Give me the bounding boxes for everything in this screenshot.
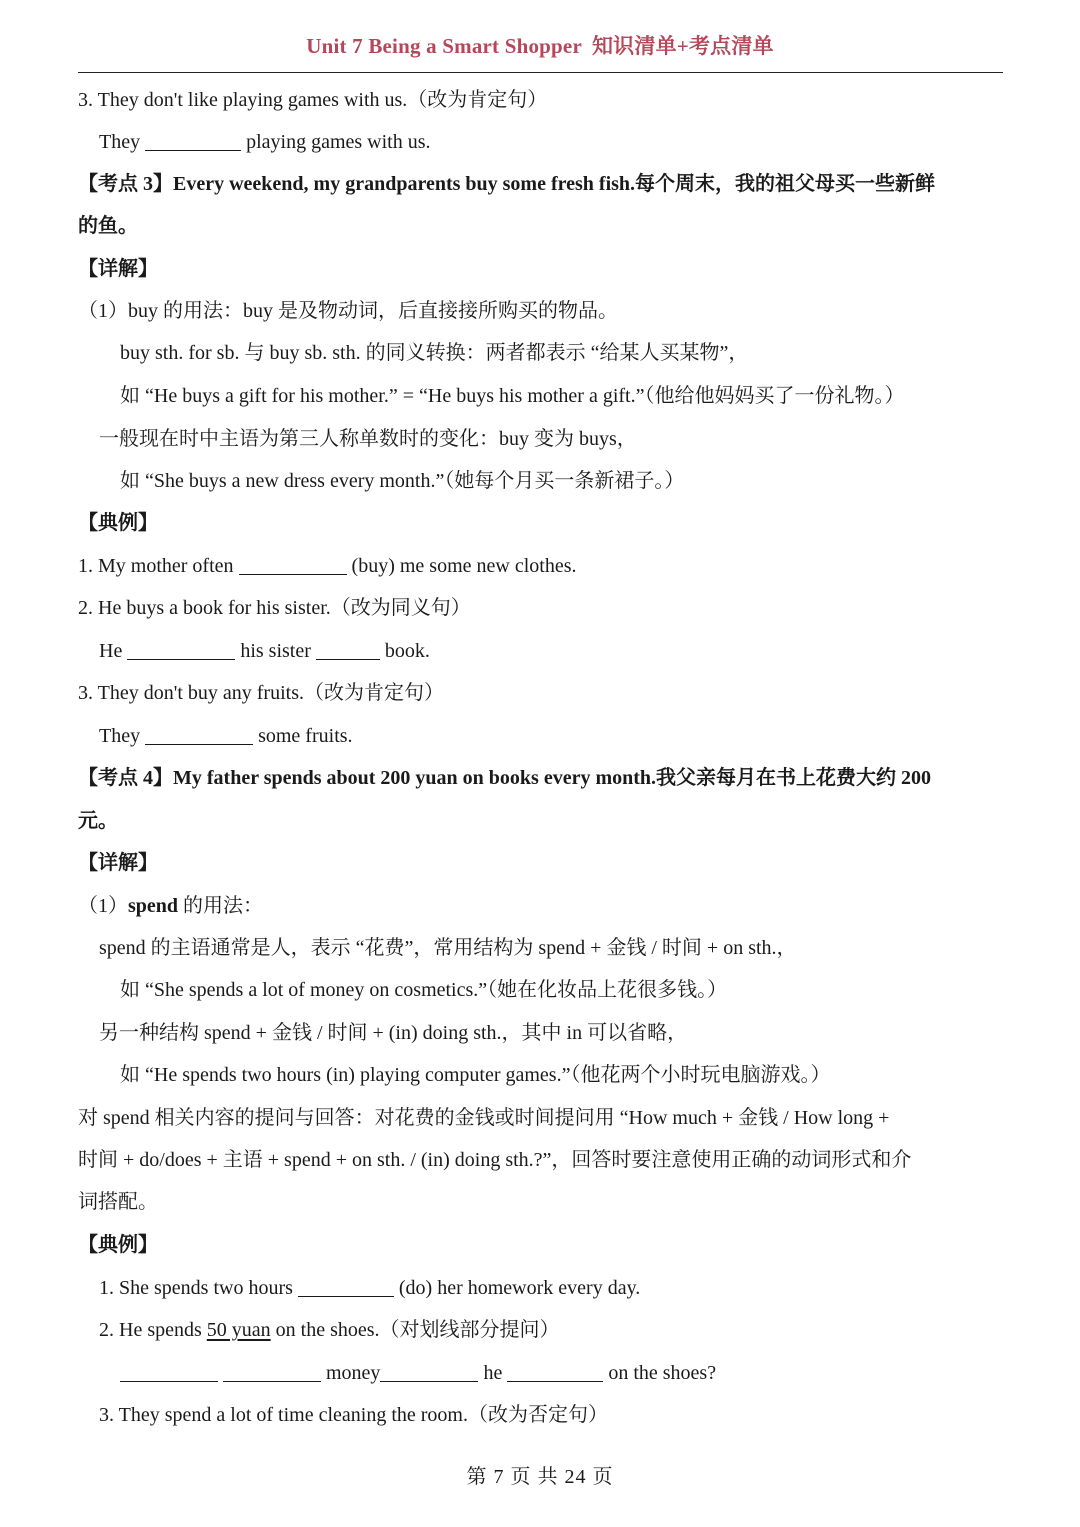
text: he xyxy=(483,1362,503,1384)
exercise-line xyxy=(99,1317,560,1343)
answer-blank[interactable] xyxy=(380,1361,478,1382)
text: on the shoes.（对划线部分提问） xyxy=(275,1319,560,1341)
explanation-line: 如 “She buys a new dress every month.”（她每个月买一条新裙子。） xyxy=(120,470,685,492)
answer-blank[interactable] xyxy=(127,639,235,660)
exercise-line xyxy=(78,553,576,579)
text: money xyxy=(326,1362,381,1384)
text: They xyxy=(99,725,141,747)
text: his sister xyxy=(240,640,311,662)
answer-blank[interactable] xyxy=(298,1276,394,1297)
page-total: 24 xyxy=(564,1466,587,1488)
exercise-line: 3. They spend a lot of time cleaning the room.（改为否定句） xyxy=(99,1404,608,1426)
text: 2. He spends xyxy=(99,1319,202,1341)
text: He xyxy=(99,640,123,662)
exercise-line xyxy=(99,1275,640,1301)
answer-blank[interactable] xyxy=(223,1361,321,1382)
text: （1） xyxy=(78,895,128,917)
explanation-line: 对 spend 相关内容的提问与回答：对花费的金钱或时间提问用 “How much + 金钱 / How long + xyxy=(78,1107,890,1129)
text: (buy) me some new clothes. xyxy=(351,555,577,577)
text: They xyxy=(99,131,141,153)
section-label-examples: 【典例】 xyxy=(78,512,158,534)
answer-blank[interactable] xyxy=(145,130,241,151)
explanation-line: spend 的主语通常是人，表示 “花费”，常用结构为 spend + 金钱 / 时间 + on sth.， xyxy=(99,937,797,959)
exercise-line xyxy=(99,129,431,155)
section-label-explanation: 【详解】 xyxy=(78,852,158,874)
answer-blank[interactable] xyxy=(507,1361,603,1382)
section-label-examples: 【典例】 xyxy=(78,1234,158,1256)
explanation-line: （1）buy 的用法：buy 是及物动词，后直接接所购买的物品。 xyxy=(78,300,618,322)
text: playing games with us. xyxy=(246,131,431,153)
answer-blank[interactable] xyxy=(145,724,253,745)
page-number: 7 xyxy=(493,1466,505,1488)
text: book. xyxy=(384,640,430,662)
exercise-line: 3. They don't buy any fruits.（改为肯定句） xyxy=(78,682,444,704)
key-point-4-heading-cont: 元。 xyxy=(78,810,118,832)
header-divider xyxy=(78,72,1003,73)
exercise-line xyxy=(99,638,430,664)
footer-text: 页 xyxy=(592,1466,614,1488)
text: on the shoes? xyxy=(608,1362,717,1384)
key-point-3-heading: 【考点 3】Every weekend, my grandparents buy some fresh fish.每个周末，我的祖父母买一些新鲜 xyxy=(78,173,936,195)
explanation-line: 如 “He buys a gift for his mother.” = “He buys his mother a gift.”（他给他妈妈买了一份礼物。） xyxy=(120,385,905,407)
answer-blank[interactable] xyxy=(316,639,380,660)
explanation-line xyxy=(78,893,263,919)
explanation-line: 词搭配。 xyxy=(78,1191,158,1213)
exercise-line xyxy=(99,723,353,749)
text: some fruits. xyxy=(258,725,353,747)
exercise-line: 2. He buys a book for his sister.（改为同义句） xyxy=(78,597,471,619)
explanation-line: 时间 + do/does + 主语 + spend + on sth. / (in) doing sth.?”，回答时要注意使用正确的动词形式和介 xyxy=(78,1149,912,1171)
header-title-cn: 知识清单 xyxy=(591,34,677,58)
key-point-3-heading-cont: 的鱼。 xyxy=(78,215,138,237)
text: (do) her homework every day. xyxy=(398,1277,641,1299)
page-footer xyxy=(0,1460,1080,1489)
explanation-line: buy sth. for sb. 与 buy sb. sth. 的同义转换：两者都表示 “给某人买某物”， xyxy=(120,342,749,364)
text: 1. She spends two hours xyxy=(99,1277,293,1299)
explanation-line: 一般现在时中主语为第三人称单数时的变化：buy 变为 buys， xyxy=(99,428,637,450)
header-title-en: Unit 7 Being a Smart Shopper xyxy=(306,34,582,58)
underlined-text: 50 yuan xyxy=(206,1319,271,1341)
explanation-line: 如 “He spends two hours (in) playing computer games.”（他花两个小时玩电脑游戏。） xyxy=(120,1064,831,1086)
explanation-line: 另一种结构 spend + 金钱 / 时间 + (in) doing sth.，其中 in 可以省略， xyxy=(99,1022,688,1044)
text: 的用法： xyxy=(178,895,264,917)
text: spend xyxy=(128,895,179,917)
footer-text: 页 共 xyxy=(510,1466,559,1488)
key-point-4-heading: 【考点 4】My father spends about 200 yuan on books every month.我父亲每月在书上花费大约 200 xyxy=(78,767,932,789)
section-label-explanation: 【详解】 xyxy=(78,258,158,280)
page-header xyxy=(0,30,1080,60)
explanation-line: 如 “She spends a lot of money on cosmetics.”（她在化妆品上花很多钱。） xyxy=(120,979,728,1001)
answer-blank[interactable] xyxy=(120,1361,218,1382)
header-title-cn-plus: +考点清单 xyxy=(676,34,774,58)
text: 1. My mother often xyxy=(78,555,234,577)
answer-blank[interactable] xyxy=(239,554,347,575)
exercise-line: 3. They don't like playing games with us.（改为肯定句） xyxy=(78,89,548,111)
exercise-line xyxy=(120,1360,716,1386)
footer-text: 第 xyxy=(466,1466,488,1488)
